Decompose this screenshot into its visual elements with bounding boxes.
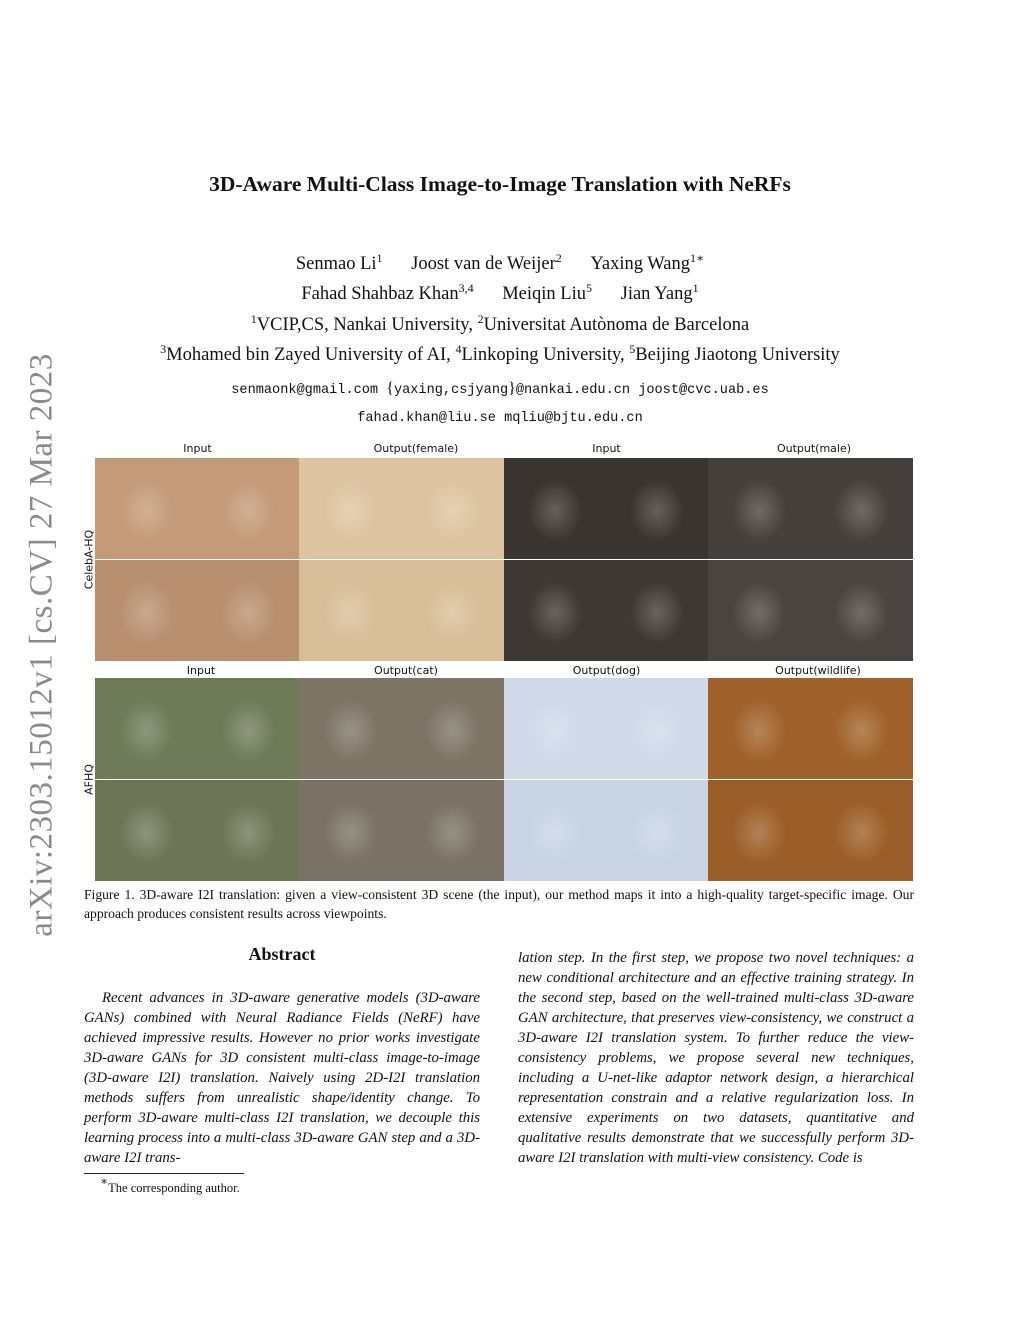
figure-grid-celeba bbox=[95, 458, 912, 662]
email-line-1: senmaonk@gmail.com {yaxing,csjyang}@nankai.edu.cn joost@cvc.uab.es bbox=[231, 380, 769, 398]
figure-col-label: Input bbox=[186, 664, 216, 677]
figure-image-tile bbox=[810, 780, 913, 881]
figure-image-tile bbox=[606, 560, 709, 661]
arxiv-sidebar bbox=[22, 350, 62, 940]
author: Jian Yang$^1$ bbox=[620, 281, 699, 304]
row-label-afhq: AFHQ bbox=[82, 764, 96, 795]
arxiv-id: arXiv:2303.15012v1 [cs.CV] 27 Mar 2023 bbox=[23, 353, 60, 937]
abstract-right-column bbox=[518, 948, 914, 1168]
figure-image-tile bbox=[401, 780, 504, 881]
author: Meiqin Liu$^5$ bbox=[502, 281, 592, 304]
paper-title: 3D-Aware Multi-Class Image-to-Image Translation with NeRFs bbox=[209, 172, 791, 196]
figure-image-tile bbox=[299, 678, 402, 779]
author: Fahad Shahbaz Khan$^{3,4}$ bbox=[301, 281, 474, 304]
figure-image-tile bbox=[810, 678, 913, 779]
email-line-2: fahad.khan@liu.se mqliu@bjtu.edu.cn bbox=[357, 411, 643, 426]
figure-image-tile bbox=[708, 780, 811, 881]
figure-image-tile bbox=[504, 560, 607, 661]
figure-image-tile bbox=[810, 560, 913, 661]
author-line-1 bbox=[0, 251, 1000, 275]
abstract-heading: Abstract bbox=[248, 944, 316, 964]
footnote: ∗The corresponding author. bbox=[100, 1174, 240, 1195]
figure-image-tile bbox=[95, 560, 198, 661]
figure-image-tile bbox=[95, 780, 198, 881]
figure-image-tile bbox=[95, 678, 198, 779]
figure-image-tile bbox=[504, 678, 607, 779]
author: Joost van de Weijer$^2$ bbox=[411, 251, 562, 274]
figure-caption: Figure 1. 3D-aware I2I translation: given a view-consistent 3D scene (the input), our method maps it into a high-quality target-specific image. Our approach produces consistent results across viewpoints. bbox=[84, 887, 914, 921]
author: Senmao Li$^1$ bbox=[295, 251, 383, 274]
figure-image-tile bbox=[401, 560, 504, 661]
figure-image-tile bbox=[299, 560, 402, 661]
figure-image-tile bbox=[504, 458, 607, 559]
figure-image-tile bbox=[708, 678, 811, 779]
row-label-celeba: CelebA-HQ bbox=[82, 529, 96, 590]
figure-image-tile bbox=[708, 560, 811, 661]
author: Yaxing Wang$^{1∗}$ bbox=[590, 251, 705, 274]
figure-image-tile bbox=[401, 458, 504, 559]
figure-image-tile bbox=[197, 780, 300, 881]
figure-grid-afhq bbox=[95, 678, 912, 882]
figure-col-label: Output(cat) bbox=[374, 664, 438, 677]
author-line-2 bbox=[0, 281, 1000, 305]
figure-image-tile bbox=[606, 678, 709, 779]
figure-col-label: Input bbox=[183, 442, 212, 455]
affiliation-line-1: $^1$VCIP,CS, Nankai University, $^2$Universitat Autònoma de Barcelona bbox=[250, 312, 750, 335]
figure-image-tile bbox=[606, 458, 709, 559]
figure-col-label: Output(female) bbox=[373, 442, 459, 455]
figure-image-tile bbox=[504, 780, 607, 881]
figure-col-label: Input bbox=[592, 442, 621, 455]
abstract-left-column bbox=[84, 988, 480, 1168]
figure-image-tile bbox=[401, 678, 504, 779]
figure-image-tile bbox=[197, 458, 300, 559]
figure-image-tile bbox=[95, 458, 198, 559]
figure-col-label: Output(dog) bbox=[572, 664, 641, 677]
figure-image-tile bbox=[810, 458, 913, 559]
figure-image-tile bbox=[708, 458, 811, 559]
figure-image-tile bbox=[606, 780, 709, 881]
figure-image-tile bbox=[299, 780, 402, 881]
figure-image-tile bbox=[197, 560, 300, 661]
abstract-paragraph: lation step. In the first step, we propose two novel techniques: a new conditional architecture and an effective training strategy. In the second step, based on the well-trained multi-class 3D-aware GAN architecture, that preserves view-consistency, we construct a 3D-aware I2I translation system. To further reduce the view-consistency problems, we propose several new techniques, including a U-net-like adaptor network design, a hierarchical representation constrain and a relative regularization loss. In extensive experiments on two datasets, quantitative and qualitative results demonstrate that we successfully perform 3D-aware I2I translation with multi-view consistency. Code is bbox=[518, 950, 914, 1166]
figure-col-label: Output(male) bbox=[776, 442, 852, 455]
figure-image-tile bbox=[197, 678, 300, 779]
affiliation-line-2: $^3$Mohamed bin Zayed University of AI, $^4$Linkoping University, $^5$Beijing Jiaotong University bbox=[160, 342, 840, 365]
figure-image-tile bbox=[299, 458, 402, 559]
figure-col-label: Output(wildlife) bbox=[775, 664, 861, 677]
abstract-paragraph: Recent advances in 3D-aware generative models (3D-aware GANs) combined with Neural Radiance Fields (NeRF) have achieved impressive results. However no prior works investigate 3D-aware GANs for 3D consistent multi-class image-to-image (3D-aware I2I) translation. Naively using 2D-I2I translation methods suffers from unrealistic shape/identity change. To perform 3D-aware multi-class I2I translation, we decouple this learning process into a multi-class 3D-aware GAN step and a 3D-aware I2I trans- bbox=[84, 990, 480, 1166]
